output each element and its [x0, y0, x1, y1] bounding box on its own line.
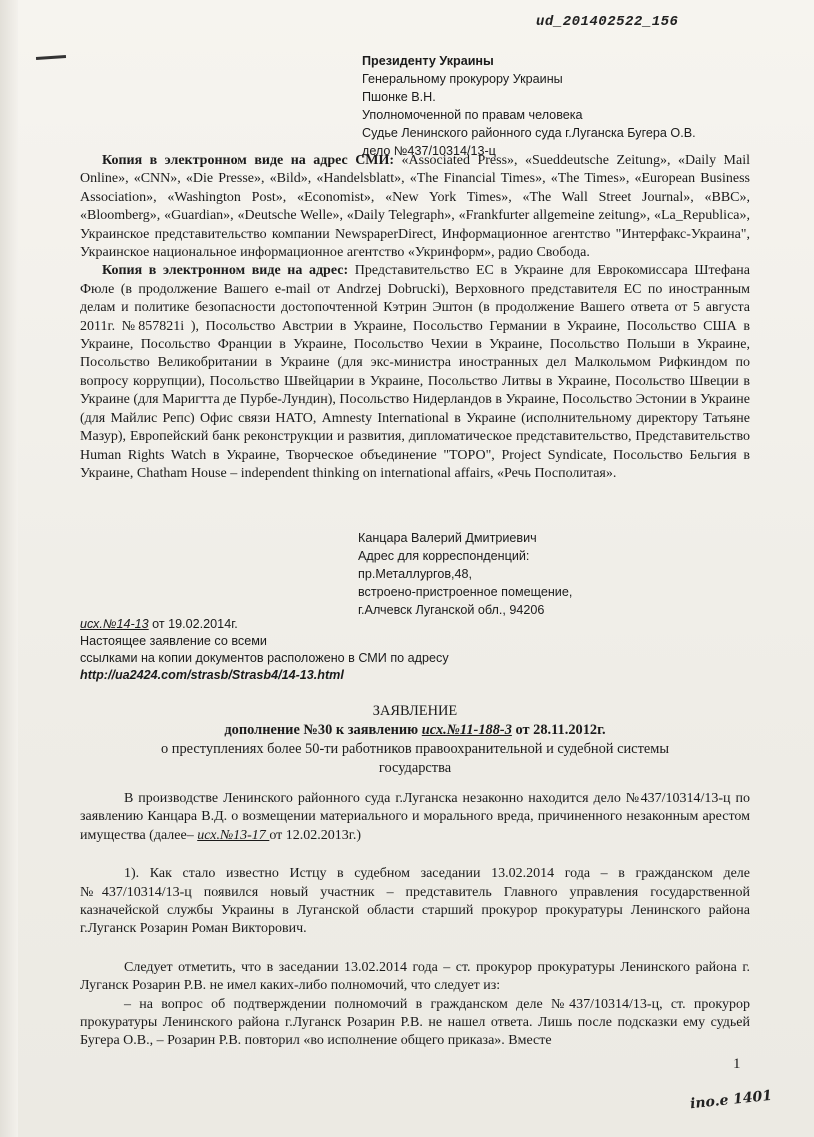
copy-media-paragraph [80, 152, 750, 262]
addressee-line: Судье Ленинского районного суда г.Луганска Бугера О.В. [362, 126, 696, 140]
sender-block [358, 529, 758, 619]
addressee-line: Уполномоченной по правам человека [362, 108, 583, 122]
statement-subtitle: дополнение №30 к заявлению исх.№11-188-3 от 28.11.2012г. [224, 722, 606, 738]
copy-media-list: «Associated Press», «Sueddeutsche Zeitung», «Daily Mail Online», «CNN», «Die Presse», «Bild», «Handelsblatt», «The Financial Times», «The Times», «European Business Association», «Washington Post», «Economist», «New York Times», «The Wall Street Journal», «BBC», «Bloomberg», «Guardian», «Deutsche Welle», «Daily Telegraph», «Frankfurter allgemeine zeitung», «La_Republica», Украинское представительство компании NewspaperDirect, Информационное агентство "Интерфакс-Украина", Украинское национальное информационное агентство «Укринформ», радио Свобода. [80, 153, 750, 261]
addressee-block [362, 52, 782, 160]
outgoing-reference [80, 616, 500, 684]
copy-address-list: Представительство ЕС в Украине для Еврокомиссара Штефана Фюле (в продолжение Вашего e-mail от Andrzej Dobrucki), Верховного представителя ЕС по иностранным делам и политике безопасности достопочтенной Кэтрин Эштон (в продолжение Вашего ответа от 5 августа 2011г. №857821i ), Посольство Австрии в Украине, Посольство Германии в Украине, Посольство США в Украине, Посольство Франции в Украине, Посольство Чехии в Украине, Посольство Польши в Украине, Посольство Великобритании в Украине (для экс-министра иностранных дел Малкольмом Рифкиндом по вопросу коррупции), Посольство Швейцарии в Украине, Посольство Литвы в Украине, Посольство Швеции в Украине (для Маригтта де Пурбе-Лундин), Посольство Нидерландов в Украине, Посольство Эстонии в Украине (для Майлис Репс) Офис связи НАТО, Amnesty International в Украине (исполнительному директору Татьяне Мазур), Европейский банк реконструкции и развития, дипломатическое представительство, Представительство Human Rights Watch в Украине, Творческое объединение "ТОРО", Project Syndicate, Посольство Бельгия в Украине, Chatham House – independent thinking on international affairs, «Речь Посполитая». [80, 263, 750, 481]
handwritten-note: ino.e 1401 [689, 1087, 773, 1113]
statement-subject: государства [378, 760, 452, 776]
margin-dash-mark [36, 55, 66, 60]
case-number: дело №437/10314/13-ц [362, 144, 496, 158]
paragraph-2: Следует отметить, что в заседании 13.02.2014 года – ст. прокурор прокуратуры Ленинского района г. Луганск Розарин Р.В. не имел каких-либо полномочий, что следует из: [80, 959, 750, 994]
addressee-line: Генеральному прокурору Украины [362, 72, 563, 86]
copy-address-lead: Копия в электронном виде на адрес: [102, 263, 349, 279]
statement-title-block [80, 702, 750, 778]
copy-address-paragraph [80, 262, 750, 483]
outref-note: Настоящее заявление со всеми [80, 634, 267, 648]
statement-title: ЗАЯВЛЕНИЕ [372, 703, 458, 719]
paragraph-intro: В производстве Ленинского районного суда г.Луганска незаконно находится дело №437/10314/13-ц по заявлению Канцара В.Д. о возмещении материального и морального вреда, причиненного незаконным арестом имущества (далее– исх.№13-17 от 12.02.2013г.) [80, 791, 750, 843]
statement-ref: исх.№11-188-3 [421, 722, 512, 738]
addressee-line: Президенту Украины [362, 54, 494, 68]
scan-edge [0, 0, 18, 1137]
outref-note: ссылками на копии документов расположено в СМИ по адресу [80, 651, 449, 665]
copy-recipients-section [80, 152, 750, 483]
sender-line: встроено-пристроенное помещение, [358, 585, 573, 599]
sender-line: Адрес для корреспонденций: [358, 549, 530, 563]
outgoing-date: от 19.02.2014г. [148, 617, 238, 631]
document-id-stamp: ud_201402522_156 [536, 14, 679, 30]
sender-line: пр.Металлургов,48, [358, 567, 473, 581]
outgoing-number: исх.№14-13 [80, 617, 149, 631]
statement-subject: о преступлениях более 50-ти работников правоохранительной и судебной системы [160, 741, 670, 757]
intro-ref: исх.№13-17 [197, 827, 270, 843]
copy-media-lead: Копия в электронном виде на адрес СМИ: [102, 153, 395, 168]
document-url-link[interactable]: http://ua2424.com/strasb/Strasb4/14-13.html [80, 668, 344, 682]
sender-name: Канцара Валерий Дмитриевич [358, 531, 537, 545]
paragraph-1: 1). Как стало известно Истцу в судебном заседании 13.02.2014 года – в гражданском деле №437/10314/13-ц появился новый участник – представитель Главного управления государственной казначейской службы Украины в Луганской области старший прокурор прокуратуры Ленинского района г.Луганск Розарин Роман Викторович. [80, 866, 750, 937]
addressee-line: Пшонке В.Н. [362, 90, 436, 104]
sender-line: г.Алчевск Луганской обл., 94206 [358, 603, 545, 617]
statement-body [80, 790, 750, 1051]
paragraph-3: – на вопрос об подтверждении полномочий в гражданском деле №437/10314/13-ц, ст. прокурор прокуратуры Ленинского района г.Луганск Розарин Р.В. не нашел ответа. Лишь после подсказки ему судьей Бугера О.В., – Розарин Р.В. повторил «во исполнение общего приказа». Вместе [80, 996, 750, 1049]
page-number: 1 [733, 1056, 741, 1072]
